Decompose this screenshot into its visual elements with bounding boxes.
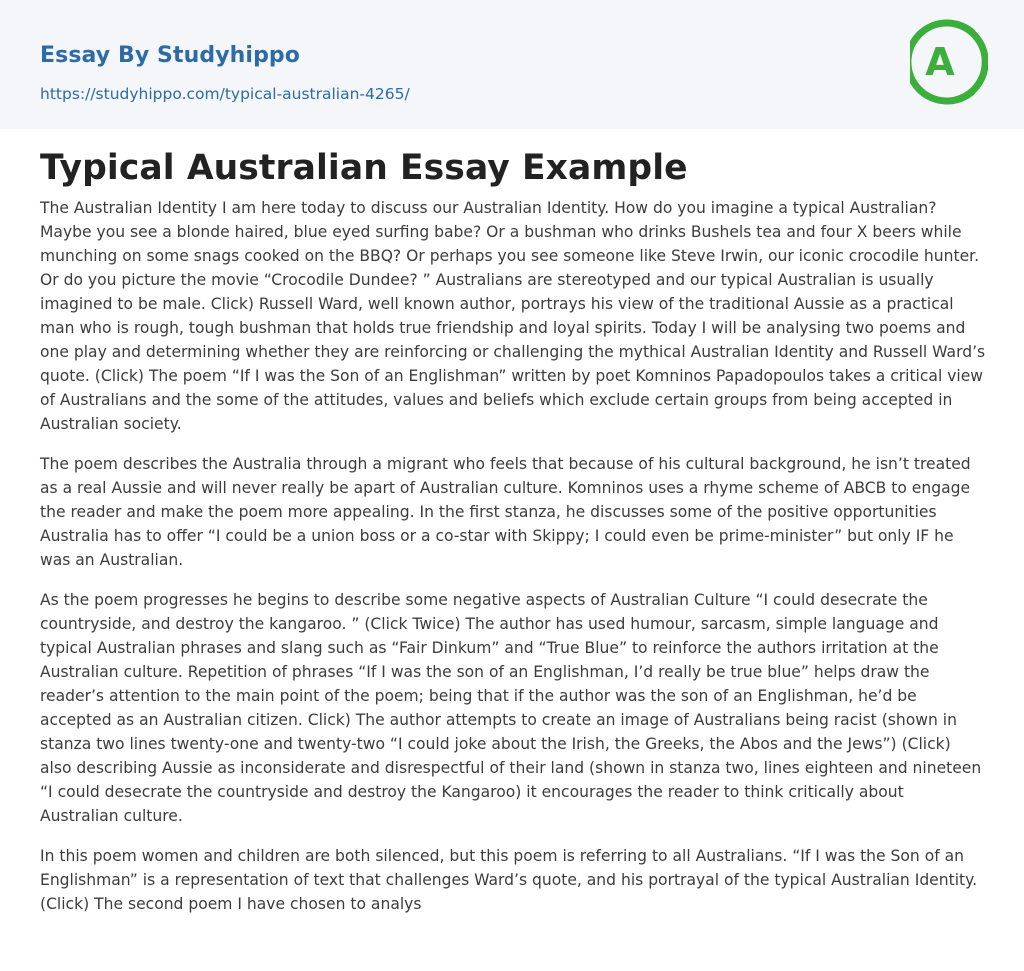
source-url-link[interactable]: https://studyhippo.com/typical-australian-4265/ <box>40 85 410 103</box>
article-paragraph: In this poem women and children are both silenced, but this poem is referring to all Australians. “If I was the Son of an Englishman” is a representation of text that challenges Ward’s quote, and his portrayal of the typical Australian Identity. (Click) The second poem I have chosen to analys <box>40 847 978 913</box>
page-title: Typical Australian Essay Example <box>40 148 688 188</box>
article-paragraph: As the poem progresses he begins to describe some negative aspects of Australian Culture “I could desecrate the countryside, and destroy the kangaroo. ” (Click Twice) The author has used humour, sarcasm, simple language and typical Australian phrases and slang such as “Fair Dinkum” and “True Blue” to reinforce the authors irritation at the Australian culture. Repetition of phrases “If I was the son of an Englishman, I’d really be true blue” helps draw the reader’s attention to the main point of the poem; being that if the author was the son of an Englishman, he’d be accepted as an Australian citizen. Click) The author attempts to create an image of Australians being racist (shown in stanza two lines twenty-one and twenty-two “I could joke about the Irish, the Greeks, the Abos and the Jews”) (Click) also describing Aussie as inconsiderate and disrespectful of their land (shown in stanza two, lines eighteen and nineteen “I could desecrate the countryside and destroy the Kangaroo) it encourages the reader to think critically about Australian culture. <box>40 591 982 825</box>
brand-title[interactable]: Essay By Studyhippo <box>40 43 300 68</box>
article-paragraph: The Australian Identity I am here today to discuss our Australian Identity. How do you imagine a typical Australian? Maybe you see a blonde haired, blue eyed surfing babe? Or a bushman who drinks Bushels tea and four X beers while munching on some snags cooked on the BBQ? Or perhaps you see someone like Steve Irwin, our iconic crocodile hunter. Or do you picture the movie “Crocodile Dundee? ” Australians are stereotyped and our typical Australian is usually imagined to be male. Click) Russell Ward, well known author, portrays his view of the traditional Aussie as a practical man who is rough, tough bushman that holds true friendship and loyal spirits. Today I will be analysing two poems and one play and determining whether they are reinforcing or challenging the mythical Australian Identity and Russell Ward’s quote. (Click) The poem “If I was the Son of an Englishman” written by poet Komninos Papadopoulos takes a critical view of Australians and the some of the attitudes, values and beliefs which exclude certain groups from being accepted in Australian society. <box>40 199 986 433</box>
studyhippo-logo-icon[interactable] <box>910 18 988 106</box>
site-header <box>0 0 1024 129</box>
article <box>40 140 986 932</box>
logo-letter: A <box>925 40 955 84</box>
article-paragraph: The poem describes the Australia through a migrant who feels that because of his cultural background, he isn’t treated as a real Aussie and will never really be apart of Australian culture. Komninos uses a rhyme scheme of ABCB to engage the reader and make the poem more appealing. In the first stanza, he discusses some of the positive opportunities Australia has to offer “I could be a union boss or a co-star with Skippy; I could even be prime-minister” but only IF he was an Australian. <box>40 455 971 569</box>
